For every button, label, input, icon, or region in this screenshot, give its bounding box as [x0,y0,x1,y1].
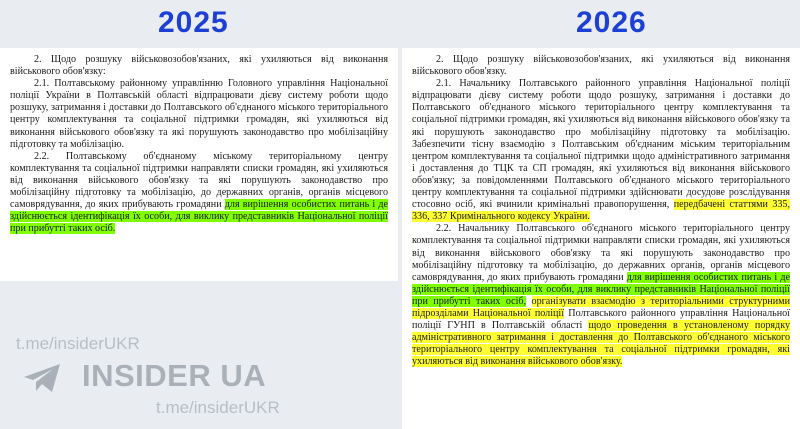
paragraph-2-2-2026 [412,223,790,368]
paragraph-2-2-text: 2.2. Начальнику Полтавського об'єднаного міського територіального центру комплектування та соціальної підтримки направляти списки громадян, які ухиляються від виконання військового обов'язку та які порушують законодавство про мобілізаційну підготовку та мобілізацію, до державних органів, органів місцевого самоврядування, до яких прибувають громадяни [412,223,790,283]
yellow-highlight-articles: передбачені статтями 335, 336, 337 Кримінального кодексу України. [412,199,790,223]
yellow-highlight-detention: щодо проведення в установленому порядку адміністративного затримання і доставлення до Полтавського об'єднаного міського територіального центру комплектування та соціальної підтримки громадян, які ухиляються від виконання військового обов'язку. [412,320,790,368]
year-2026-heading: 2026 [576,6,647,39]
paragraph-2-1-2025: 2.1. Полтавському районному управлінню Головного управління Національної поліції України в Полтавській області відпрацювати дієву систему роботи щодо розшуку, затримання і доставки до Полтавського об'єднаного міського територіального центру комплектування та соціальної підтримки громадян, які ухиляються від виконання військового обов'язку та які порушують законодавство про мобілізаційну підготовку та мобілізацію. [10,78,388,150]
yellow-highlight-interaction: організувати взаємодію з територіальними структурними підрозділами Національної поліції [412,295,790,319]
paragraph-2-2-text: 2.2. Полтавському об'єднаному міському територіальному центру комплектування та соціальної підтримки направляти списки громадян, які ухиляються від виконання військового обов'язку та які порушують законодавство про мобілізаційну підготовку та мобілізацію, до державних органів, органів місцевого самоврядування, до яких прибувають громадяни [10,150,388,211]
insider-ua-logo: INSIDER UA [82,358,267,393]
paragraph-intro-2026: 2. Щодо розшуку військовозобов'язаних, які ухиляються від виконання військового обов'язку. [412,54,790,78]
year-2025-heading: 2025 [158,6,229,39]
green-highlight: для вирішення особистих питань і де здійснюється ідентифікація їх особи, для виклику представників Національної поліції при прибутті таких осіб. [10,199,388,235]
paragraph-2-1-text: 2.1. Начальнику Полтавського районного управління Національної поліції відпрацювати дієву систему роботи щодо розшуку, затримання і доставки до Полтавського об'єднаного міського територіального центру комплектування та соціальної підтримки громадян, які ухиляються від виконання військового обов'язку та які порушують законодавство про мобілізаційну підготовку та мобілізацію. Забезпечити тісну взаємодію з Полтавським об'єднаним міським територіальним центром комплектування та соціальної підтримки щодо адміністративного затримання і доставлення до ТЦК та СП громадян, які ухиляються від виконання військового обов'язку; за повідомленнями Полтавського об'єднаного міського територіального центру комплектування та соціальної підтримки здійснювати досудове розслідування стосовно осіб, які вчинили кримінальні правопорушення, [412,78,790,211]
telegram-plane-icon [22,362,62,394]
green-highlight: для вирішення особистих питань і де здійснюється ідентифікація їх особи, для виклику представників Національної поліції при прибутті таких осіб, [412,271,790,307]
watermark-channel-top: t.me/insiderUKR [16,334,140,353]
paragraph-2-1-2026 [412,78,790,223]
paragraph-2-2-2025 [10,151,388,236]
watermark-channel-bottom: t.me/insiderUKR [156,398,280,417]
document-2026 [402,48,800,429]
paragraph-intro-2025: 2. Щодо розшуку військовозобов'язаних, які ухиляються від виконання військового обов'язку: [10,54,388,78]
document-2025 [0,48,398,281]
paragraph-2-2-middle: Полтавського районного управління Національної поліції ГУНП в Полтавській області [412,307,790,332]
